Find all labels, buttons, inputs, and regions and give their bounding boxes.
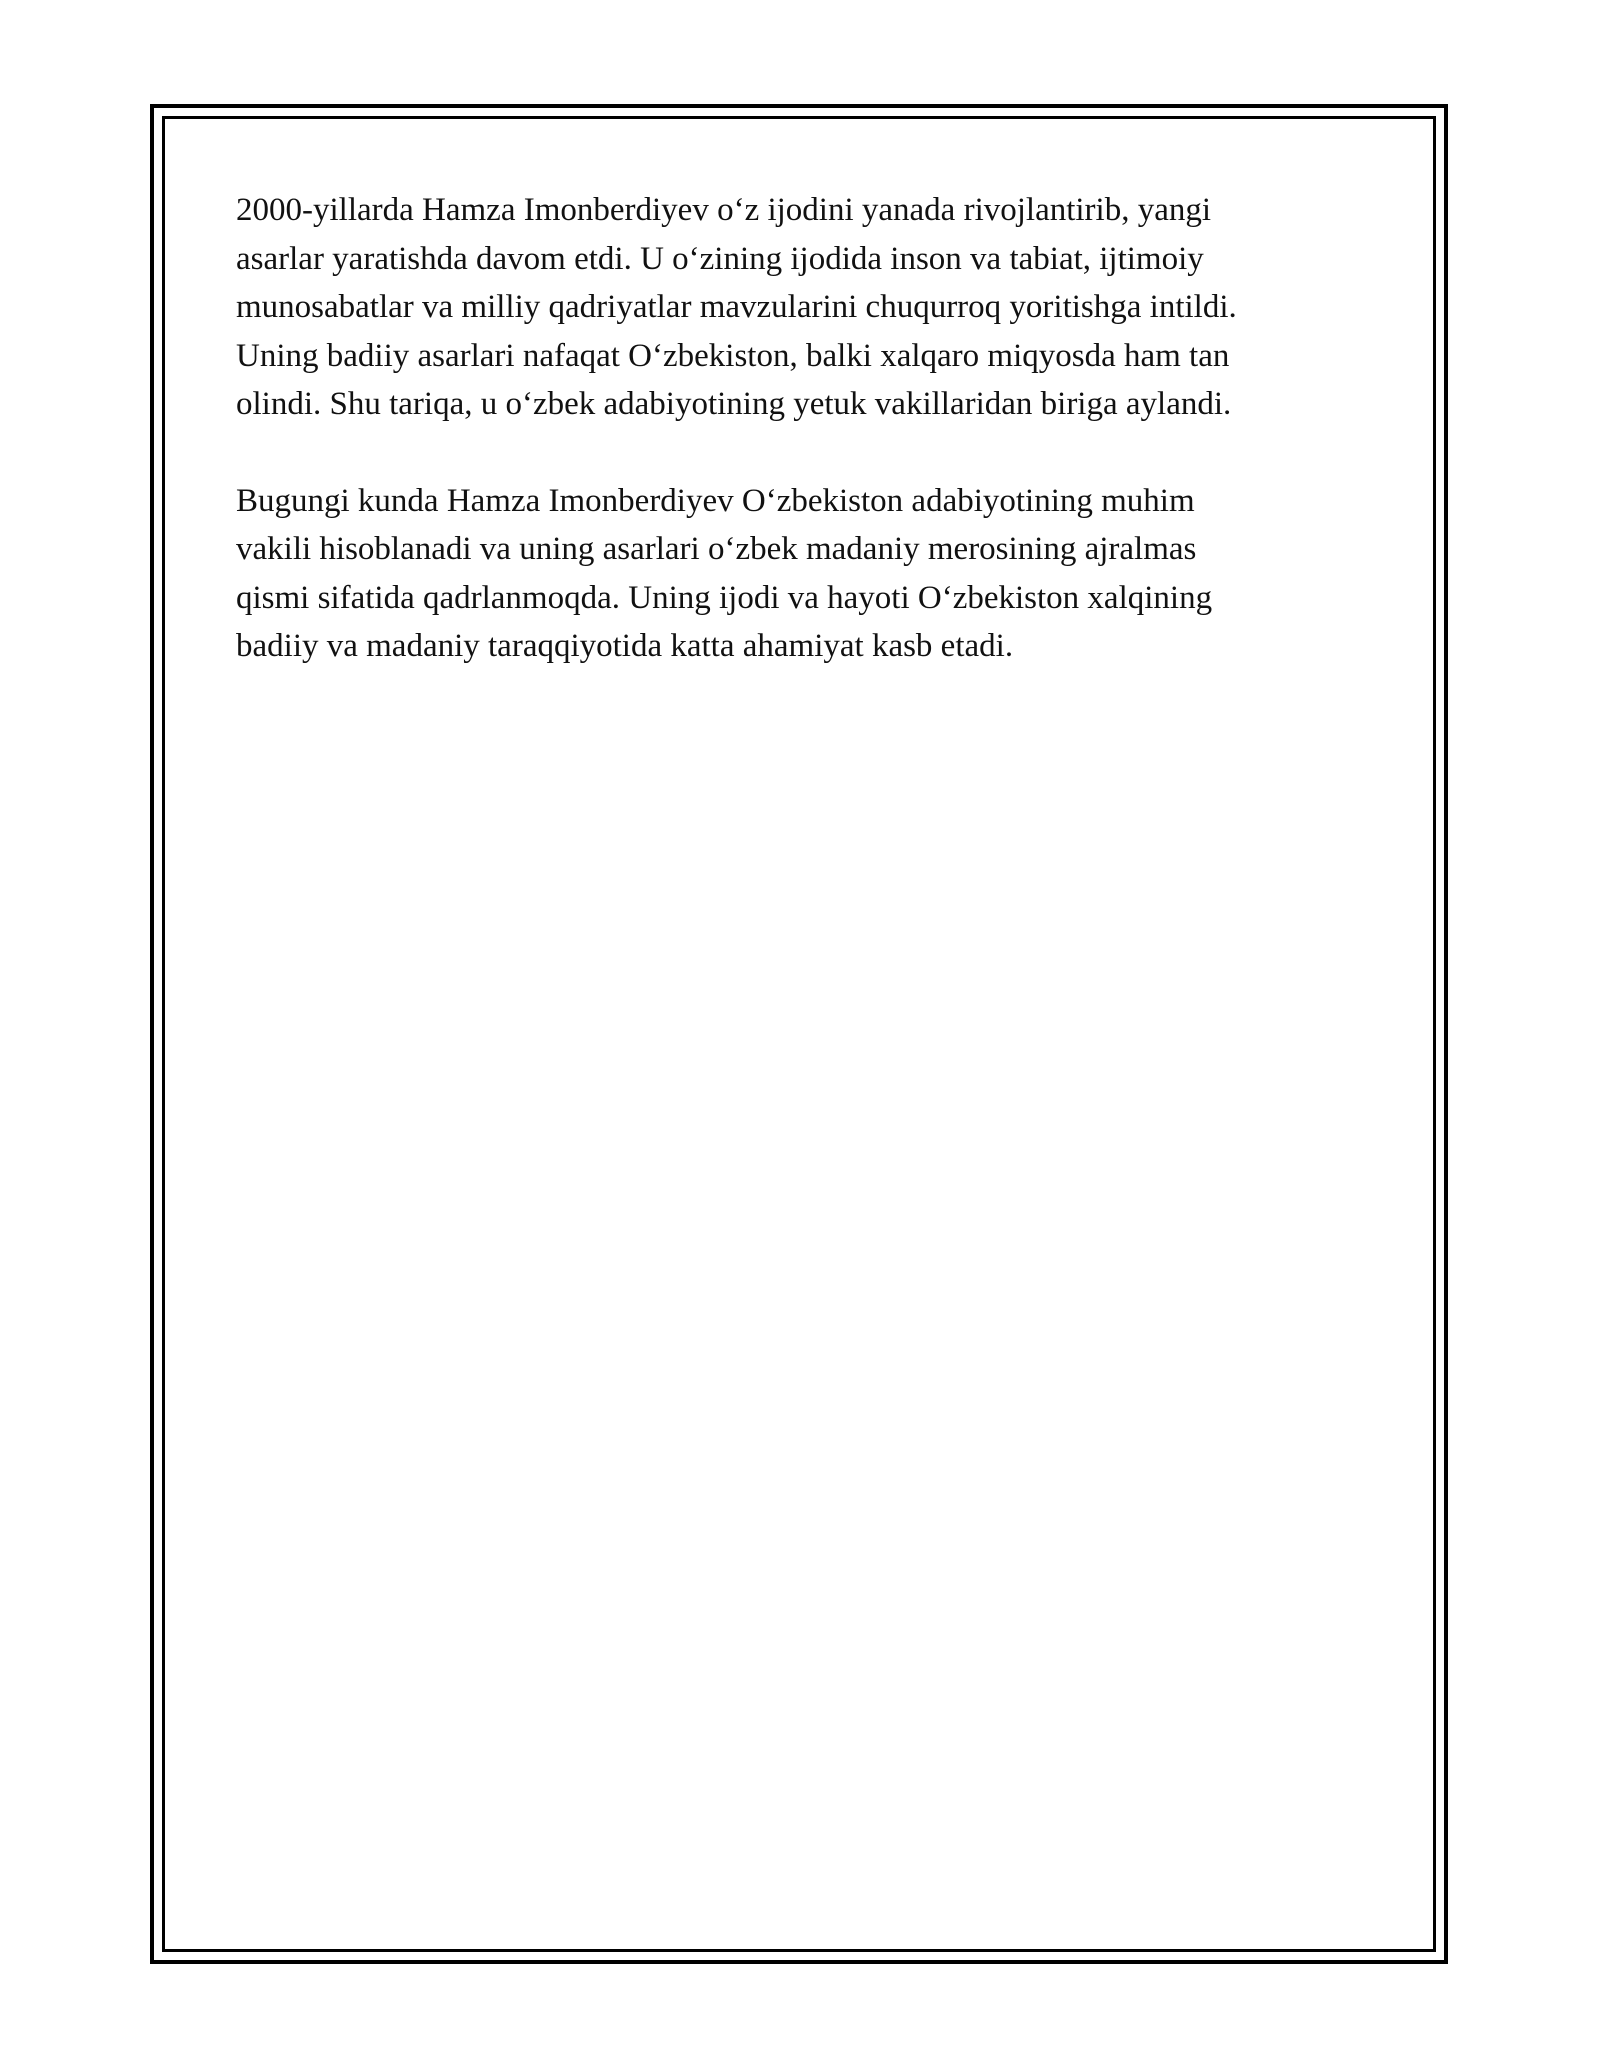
- paragraph-1: 2000-yillarda Hamza Imonberdiyev o‘z ijodini yanada rivojlantirib, yangi asarlar yaratishda davom etdi. U o‘zining ijodida inson va tabiat, ijtimoiy munosabatlar va milliy qadriyatlar mavzularini chuqurroq yoritishga intildi. Uning badiiy asarlari nafaqat O‘zbekiston, balki xalqaro miqyosda ham tan olindi. Shu tariqa, u o‘zbek adabiyotining yetuk vakillaridan biriga aylandi.: [236, 192, 1237, 422]
- document-body: [236, 186, 1366, 719]
- paragraph-2: Bugungi kunda Hamza Imonberdiyev O‘zbekiston adabiyotining muhim vakili hisoblanadi va uning asarlari o‘zbek madaniy merosining ajralmas qismi sifatida qadrlanmoqda. Uning ijodi va hayoti O‘zbekiston xalqining badiiy va madaniy taraqqiyotida katta ahamiyat kasb etadi.: [236, 482, 1213, 664]
